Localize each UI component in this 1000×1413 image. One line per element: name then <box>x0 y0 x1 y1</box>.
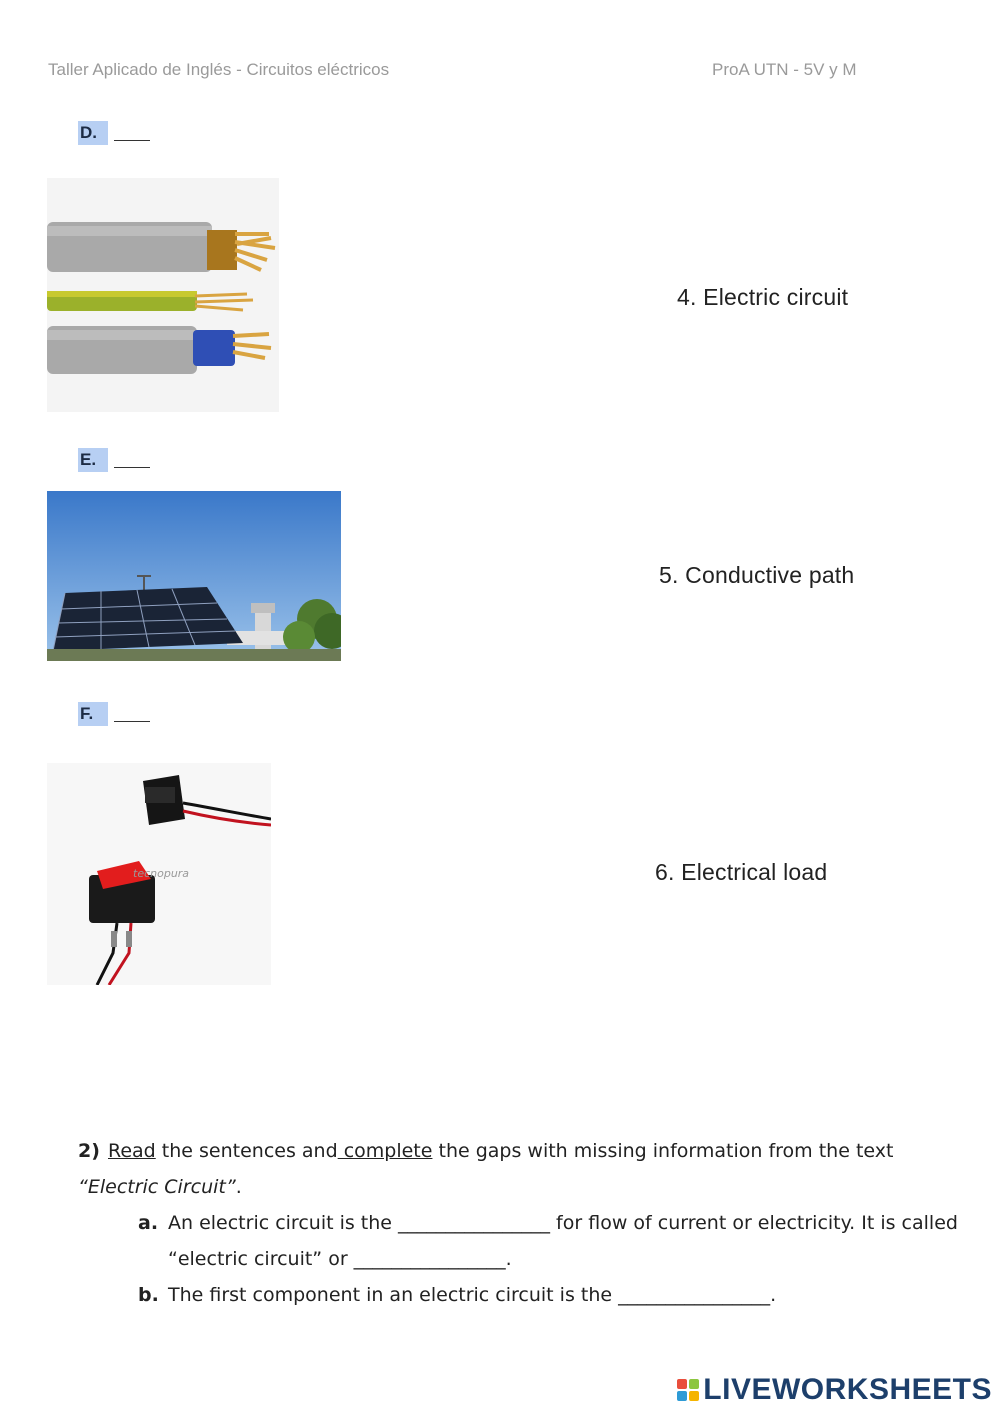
complete-word: complete <box>337 1140 433 1162</box>
option-4: 4. Electric circuit <box>677 284 849 310</box>
option-5: 5. Conductive path <box>659 562 855 588</box>
header-left: Taller Aplicado de Inglés - Circuitos eléctricos <box>48 60 390 79</box>
option-6: 6. Electrical load <box>655 859 828 885</box>
question-2 <box>78 1133 958 1313</box>
question-2-prompt <box>78 1133 958 1205</box>
switch-image <box>47 763 271 985</box>
answer-blank[interactable] <box>114 140 150 141</box>
letter-label: D. <box>78 121 108 145</box>
liveworksheets-logo[interactable] <box>677 1373 992 1407</box>
answer-blank[interactable] <box>114 721 150 722</box>
cables-image <box>47 178 279 412</box>
watermark-text: tecnopura <box>133 867 190 880</box>
question-number: 2) <box>78 1140 100 1162</box>
answer-slot-e[interactable] <box>78 448 150 472</box>
read-word: Read <box>108 1140 156 1162</box>
sentence-b[interactable] <box>138 1277 958 1313</box>
prompt-text-1: the sentences and <box>155 1140 338 1162</box>
sentence-a[interactable] <box>138 1205 958 1277</box>
answer-slot-d[interactable] <box>78 121 150 145</box>
text-title: “Electric Circuit” <box>78 1176 236 1198</box>
sentence-b-text: The first component in an electric circuit is the ________________. <box>168 1284 777 1306</box>
letter-label: F. <box>78 702 108 726</box>
answer-slot-f[interactable] <box>78 702 150 726</box>
sentence-a-text: An electric circuit is the ________________ for flow of current or electricity. It is called “electric circuit” or ________________. <box>168 1212 958 1270</box>
solar-panel-image <box>47 491 341 661</box>
sentence-a-label: a. <box>138 1212 159 1234</box>
brand-text: LIVEWORKSHEETS <box>703 1373 992 1406</box>
answer-blank[interactable] <box>114 467 150 468</box>
prompt-end: . <box>235 1176 242 1198</box>
header-right: ProA UTN - 5V y M <box>712 60 857 79</box>
letter-label: E. <box>78 448 108 472</box>
sentence-b-label: b. <box>138 1284 159 1306</box>
prompt-text-2: the gaps with missing information from the text <box>432 1140 894 1162</box>
logo-icon <box>677 1379 699 1401</box>
